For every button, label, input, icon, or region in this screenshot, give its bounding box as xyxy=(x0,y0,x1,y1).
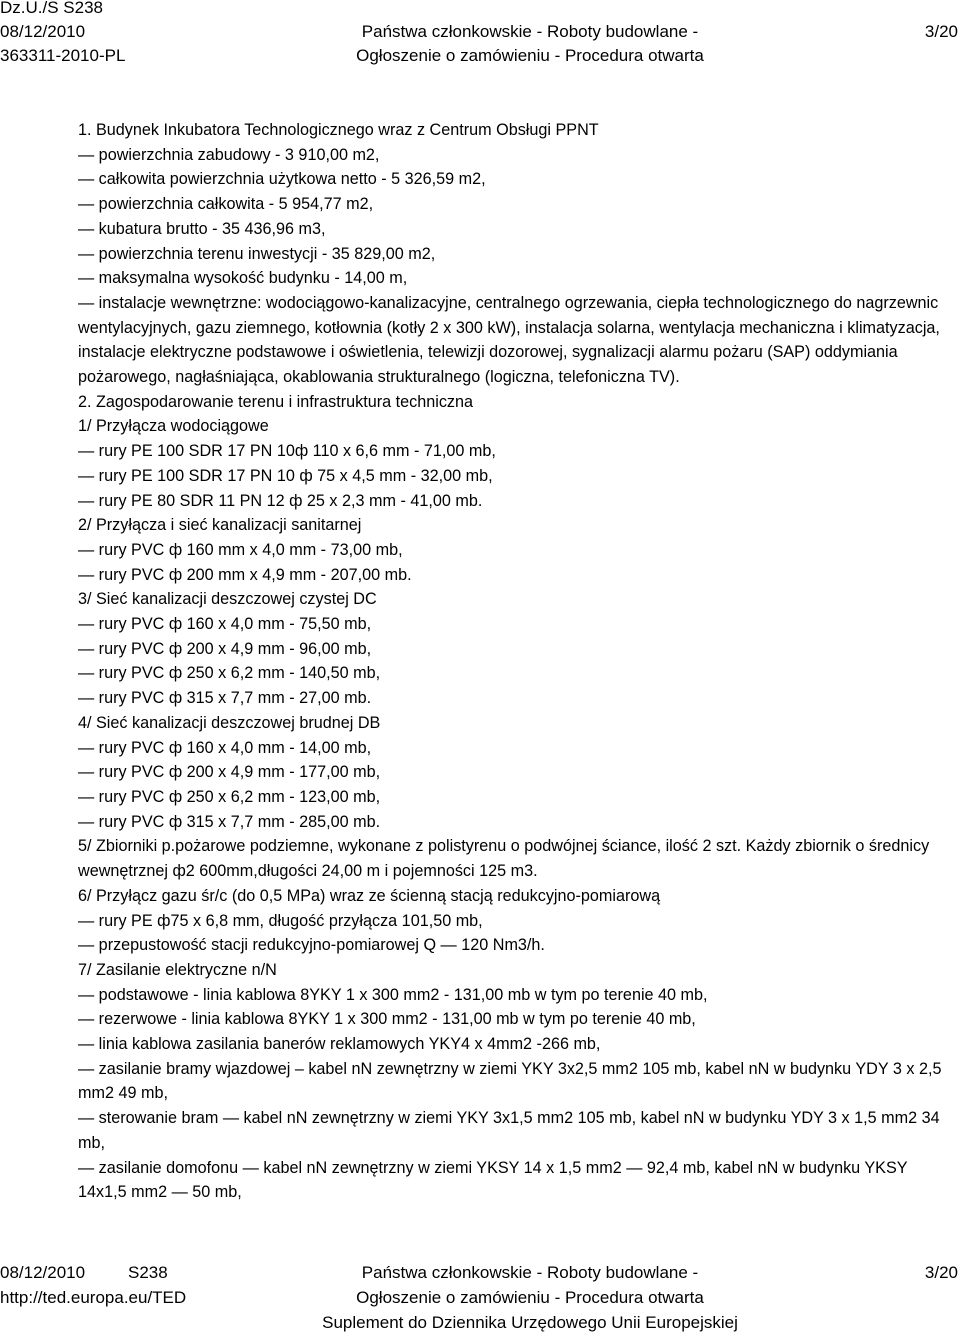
text-line: — rury PVC ф 160 x 4,0 mm - 75,50 mb, xyxy=(78,615,372,634)
text-line: — rury PVC ф 315 x 7,7 mm - 27,00 mb. xyxy=(78,689,372,708)
ted-link[interactable]: http://ted.europa.eu/TED xyxy=(0,1288,187,1307)
text-line: — instalacje wewnętrzne: wodociągowo-kanalizacyjne, centralnego ogrzewania, ciepła technologicznego do nagrzewnic wentylacyjnych, gazu ziemnego, kotłownia (kotły 2 x 300 kW), instalacja solarna, wentylacja mechaniczna i klimatyzacja, instalacje elektryczne podstawowe i oświetlenia, telewizji dozorowej, sygnalizacji alarmu pożaru (SAP) oddymiania pożarowego, nagłaśniająca, okablowania strukturalnego (logiczna, telefoniczna TV). xyxy=(78,293,940,387)
text-line: — rury PVC ф 200 mm x 4,9 mm - 207,00 mb. xyxy=(78,565,412,584)
text-line: — powierzchnia zabudowy - 3 910,00 m2, xyxy=(78,145,380,164)
text-line: — rury PVC ф 200 x 4,9 mm - 96,00 mb, xyxy=(78,639,372,658)
text-line: 6/ Przyłącz gazu śr/c (do 0,5 MPa) wraz ze ścienną stacją redukcyjno-pomiarową xyxy=(78,886,661,905)
text-line: 7/ Zasilanie elektryczne n/N xyxy=(78,960,277,979)
text-line: — linia kablowa zasilania banerów reklamowych YKY4 x 4mm2 -266 mb, xyxy=(78,1035,601,1054)
text-line: 2/ Przyłącza i sieć kanalizacji sanitarnej xyxy=(78,516,362,535)
document-body xyxy=(78,118,950,1205)
text-line: 1. Budynek Inkubatora Technologicznego wraz z Centrum Obsługi PPNT xyxy=(78,121,599,139)
text-line: — przepustowość stacji redukcyjno-pomiarowej Q — 120 Nm3/h. xyxy=(78,936,545,955)
page-footer xyxy=(0,1261,960,1334)
header-date: 08/12/2010 xyxy=(0,22,86,41)
header-title-line2: Ogłoszenie o zamówieniu - Procedura otwarta xyxy=(356,46,704,65)
text-line: — rury PVC ф 160 mm x 4,0 mm - 73,00 mb, xyxy=(78,540,403,559)
text-line: — rury PVC ф 200 x 4,9 mm - 177,00 mb, xyxy=(78,763,381,782)
footer-title-line2: Ogłoszenie o zamówieniu - Procedura otwarta xyxy=(356,1288,704,1307)
text-line: — rury PE ф75 x 6,8 mm, długość przyłącza 101,50 mb, xyxy=(78,911,483,930)
text-line: 4/ Sieć kanalizacji deszczowej brudnej DB xyxy=(78,713,381,732)
text-line: — zasilanie domofonu — kabel nN zewnętrzny w ziemi YKSY 14 x 1,5 mm2 — 92,4 mb, kabel nN w budynku YKSY 14x1,5 mm2 — 50 mb, xyxy=(78,1158,908,1202)
footer-date: 08/12/2010 xyxy=(0,1263,86,1282)
text-line: 2. Zagospodarowanie terenu i infrastruktura techniczna xyxy=(78,392,474,411)
footer-title-line1: Państwa członkowskie - Roboty budowlane - xyxy=(361,1263,699,1282)
text-line: — kubatura brutto - 35 436,96 m3, xyxy=(78,219,326,238)
footer-series: S238 xyxy=(128,1263,168,1282)
text-line: — powierzchnia terenu inwestycji - 35 829,00 m2, xyxy=(78,244,436,263)
text-line: — rury PVC ф 315 x 7,7 mm - 285,00 mb. xyxy=(78,812,381,831)
text-line: — rury PE 100 SDR 17 PN 10ф 110 x 6,6 mm - 71,00 mb, xyxy=(78,442,496,461)
text-line: — rezerwowe - linia kablowa 8YKY 1 x 300 mm2 - 131,00 mb w tym po terenie 40 mb, xyxy=(78,1010,696,1029)
text-line: — zasilanie bramy wjazdowej – kabel nN zewnętrzny w ziemi YKY 3x2,5 mm2 105 mb, kabel nN w budynku YDY 3 x 2,5 mm2 49 mb, xyxy=(78,1059,942,1103)
text-line: — rury PE 80 SDR 11 PN 12 ф 25 x 2,3 mm - 41,00 mb. xyxy=(78,491,483,510)
text-line: — rury PE 100 SDR 17 PN 10 ф 75 x 4,5 mm - 32,00 mb, xyxy=(78,466,493,485)
header-page-number: 3/20 xyxy=(924,22,958,41)
page-header xyxy=(0,0,960,70)
text-line: — rury PVC ф 160 x 4,0 mm - 14,00 mb, xyxy=(78,738,372,757)
footer-page-number: 3/20 xyxy=(924,1263,958,1282)
footer-title-line3: Suplement do Dziennika Urzędowego Unii Europejskiej xyxy=(322,1313,738,1332)
text-line: 5/ Zbiorniki p.pożarowe podziemne, wykonane z polistyrenu o podwójnej ściance, ilość 2 szt. Każdy zbiornik o średnicy wewnętrznej ф2 600mm,długości 24,00 m i pojemności 125 m3. xyxy=(78,837,930,881)
text-line: — powierzchnia całkowita - 5 954,77 m2, xyxy=(78,195,374,214)
text-line: 3/ Sieć kanalizacji deszczowej czystej DC xyxy=(78,590,377,609)
text-line: — sterowanie bram — kabel nN zewnętrzny w ziemi YKY 3x1,5 mm2 105 mb, kabel nN w budynku YDY 3 x 1,5 mm2 34 mb, xyxy=(78,1109,940,1152)
journal-ref: Dz.U./S S238 xyxy=(0,0,103,17)
text-line: — rury PVC ф 250 x 6,2 mm - 140,50 mb, xyxy=(78,664,381,683)
text-line: 1/ Przyłącza wodociągowe xyxy=(78,417,269,436)
header-title-line1: Państwa członkowskie - Roboty budowlane - xyxy=(361,22,699,41)
text-line: — całkowita powierzchnia użytkowa netto - 5 326,59 m2, xyxy=(78,170,486,189)
text-line: — podstawowe - linia kablowa 8YKY 1 x 300 mm2 - 131,00 mb w tym po terenie 40 mb, xyxy=(78,985,708,1004)
text-line: — maksymalna wysokość budynku - 14,00 m, xyxy=(78,269,408,288)
notice-id: 363311-2010-PL xyxy=(0,46,126,65)
text-line: — rury PVC ф 250 x 6,2 mm - 123,00 mb, xyxy=(78,787,381,806)
